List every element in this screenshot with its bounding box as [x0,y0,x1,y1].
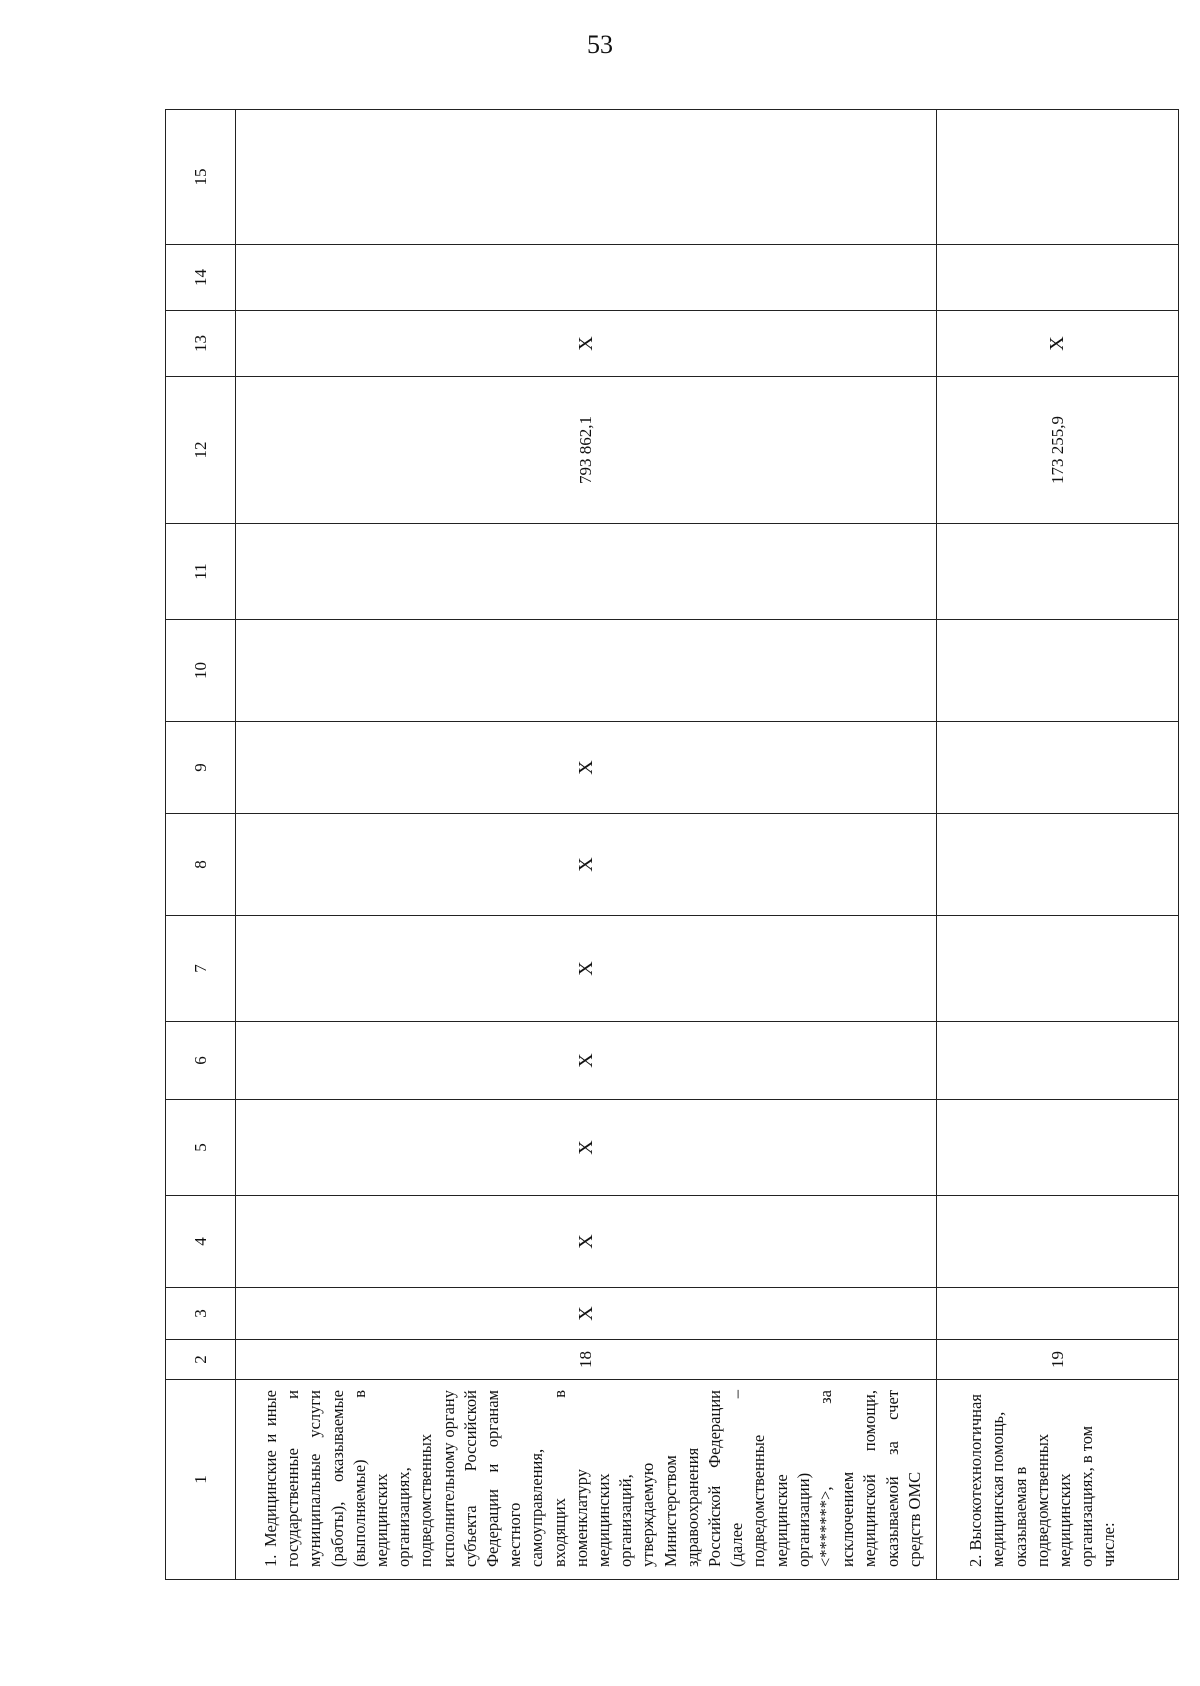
line-number: 19 [937,1340,1179,1380]
cell-col9: X [236,722,937,814]
header-cell: 10 [166,620,236,722]
cell-col14 [236,245,937,311]
cell-col11 [937,524,1179,620]
header-cell: 13 [166,311,236,377]
page-number: 53 [587,30,613,59]
cell-col7 [937,916,1179,1022]
cell-col6 [937,1022,1179,1100]
header-cell: 14 [166,245,236,311]
cell-col10 [236,620,937,722]
cell-col8 [937,814,1179,916]
cell-col13: X [236,311,937,377]
table-row [937,110,1179,1580]
cell-col9 [937,722,1179,814]
header-cell: 7 [166,916,236,1022]
cell-col14 [937,245,1179,311]
header-row [166,110,236,1580]
row-description: 2. Высокотехнологичная медицинская помощь, оказываемая в подведомственных медицинских организациях, в том числе: [937,1380,1179,1580]
header-cell: 12 [166,377,236,524]
cell-col6: X [236,1022,937,1100]
cell-col13: X [937,311,1179,377]
cell-col10 [937,620,1179,722]
header-cell: 1 [166,1380,236,1580]
row-description: 1. Медицинские и иные государственные и муниципальные услуги (работы), оказываемые (выполняемые) в медицинских организациях, подведомственных исполнительному органу субъекта Российской Федерации и органам местного самоуправления, входящих в номенклатуру медицинских организаций, утверждаемую Министерством здравоохранения Российской Федерации (далее – подведомственные медицинские организации) <*******>, за исключением медицинской помощи, оказываемой за счет средств ОМС [236,1380,937,1580]
cell-col3: X [236,1288,937,1340]
table-row [236,110,937,1580]
line-number: 18 [236,1340,937,1380]
cell-col3 [937,1288,1179,1340]
cell-col4: X [236,1196,937,1288]
cell-col12: 793 862,1 [236,377,937,524]
header-cell: 8 [166,814,236,916]
cell-col8: X [236,814,937,916]
cell-col7: X [236,916,937,1022]
cell-col12: 173 255,9 [937,377,1179,524]
cell-col4 [937,1196,1179,1288]
header-cell: 2 [166,1340,236,1380]
cell-col5 [937,1100,1179,1196]
budget-table [165,109,1179,1580]
cell-col11 [236,524,937,620]
header-cell: 6 [166,1022,236,1100]
header-cell: 15 [166,110,236,245]
cell-col15 [236,110,937,245]
header-cell: 4 [166,1196,236,1288]
cell-col5: X [236,1100,937,1196]
header-cell: 3 [166,1288,236,1340]
header-cell: 9 [166,722,236,814]
header-cell: 11 [166,524,236,620]
cell-col15 [937,110,1179,245]
header-cell: 5 [166,1100,236,1196]
rotated-table-container [165,110,1119,1580]
